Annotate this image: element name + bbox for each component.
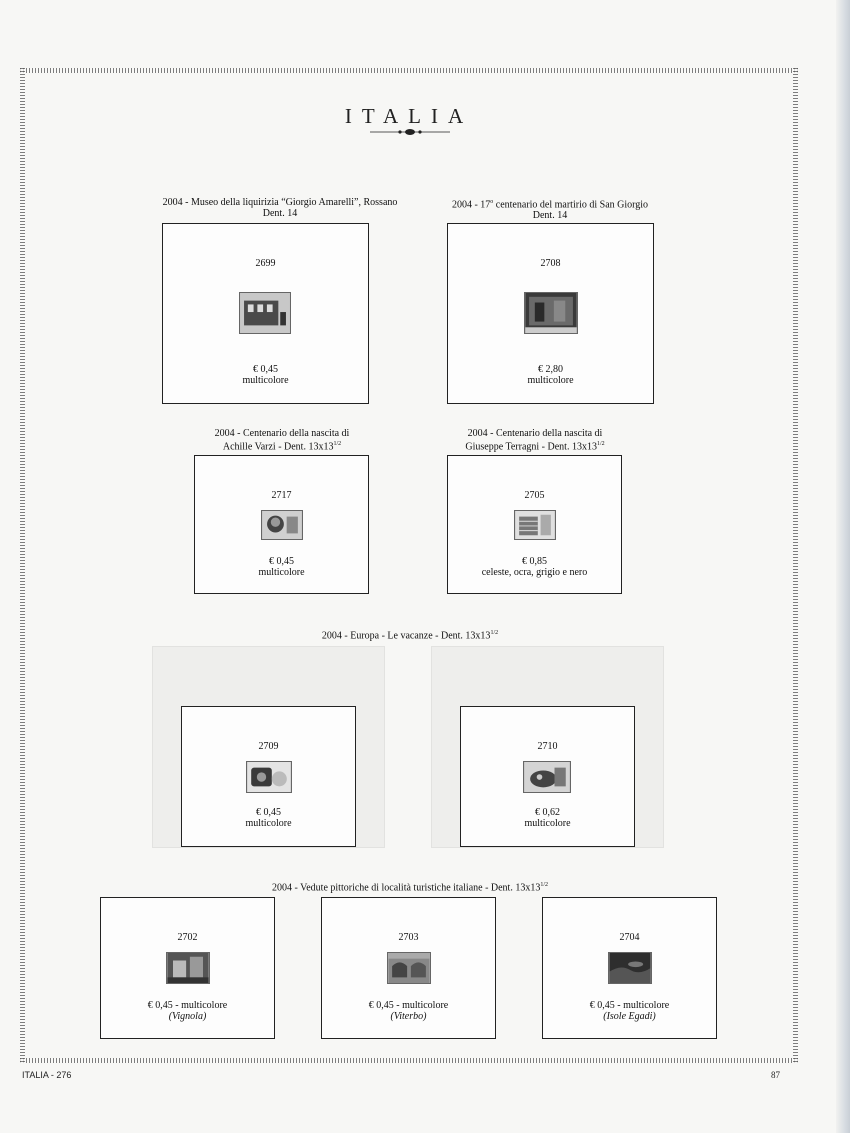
catalog-number: 2709 (258, 741, 279, 752)
catalog-number: 2708 (540, 258, 561, 269)
border-left (20, 68, 25, 1063)
catalog-number: 2710 (537, 741, 558, 752)
stamp-mount-2717 (194, 455, 369, 594)
title-ornament (370, 126, 450, 138)
stamp-mount-2710 (460, 706, 635, 847)
caption-2705: 2004 - Centenario della nascita di Giuseppe Terragni - Dent. $13x13^{1/2}$ (465, 428, 605, 453)
stamp-mount-2709 (181, 706, 356, 847)
catalog-number: 2717 (271, 490, 292, 501)
stamp-image-2710 (523, 761, 571, 793)
caption-europa: 2004 - Europa - Le vacanze - Dent. $13x13^{1/2}$ (321, 630, 499, 642)
stamp-image-2702 (166, 952, 210, 984)
stamp-image-2717 (261, 510, 303, 540)
stamp-image-2709 (246, 761, 292, 793)
stamp-value-2704: € 0,45 - multicolore (Isole Egadi) (589, 1000, 670, 1022)
page-title: ITALIA (344, 104, 474, 128)
catalog-number: 2702 (177, 932, 198, 943)
stamp-value-2705: € 0,85 celeste, ocra, grigio e nero (481, 556, 588, 578)
catalog-number: 2699 (255, 258, 276, 269)
footer-page-number: 87 (771, 1070, 780, 1080)
stamp-value-2702: € 0,45 - multicolore (Vignola) (147, 1000, 228, 1022)
footer-left: ITALIA - 276 (22, 1070, 72, 1080)
caption-2708: 2004 - 17$^o$ centenario del martirio di San Giorgio Dent. 14 (451, 199, 649, 222)
catalog-number: 2705 (524, 490, 545, 501)
stamp-mount-2699 (162, 223, 369, 404)
stamp-mount-2704 (542, 897, 717, 1039)
border-top (20, 68, 798, 73)
catalog-number: 2703 (398, 932, 419, 943)
stamp-mount-2702 (100, 897, 275, 1039)
stamp-value-2709: € 0,45 multicolore (245, 807, 292, 829)
border-right (793, 68, 798, 1063)
stamp-value-2699: € 0,45 multicolore (242, 364, 289, 386)
caption-2717: 2004 - Centenario della nascita di Achille Varzi - Dent. $13x13^{1/2}$ (214, 428, 350, 453)
stamp-mount-2708 (447, 223, 654, 404)
catalog-number: 2704 (619, 932, 640, 943)
caption-2699: 2004 - Museo della liquirizia “Giorgio Amarelli”, Rossano Dent. 14 (162, 197, 398, 219)
stamp-value-2703: € 0,45 - multicolore (Viterbo) (368, 1000, 449, 1022)
stamp-value-2717: € 0,45 multicolore (258, 556, 305, 578)
page-edge-shadow (836, 0, 850, 1133)
stamp-value-2710: € 0,62 multicolore (524, 807, 571, 829)
stamp-image-2699 (239, 292, 291, 334)
stamp-mount-2703 (321, 897, 496, 1039)
stamp-image-2704 (608, 952, 652, 984)
stamp-image-2708 (524, 292, 578, 334)
stamp-image-2705 (514, 510, 556, 540)
caption-vedute: 2004 - Vedute pittoriche di località turistiche italiane - Dent. $13x13^{1/2}$ (271, 882, 549, 894)
border-bottom (20, 1058, 798, 1063)
stamp-image-2703 (387, 952, 431, 984)
stamp-value-2708: € 2,80 multicolore (527, 364, 574, 386)
stamp-mount-2705 (447, 455, 622, 594)
